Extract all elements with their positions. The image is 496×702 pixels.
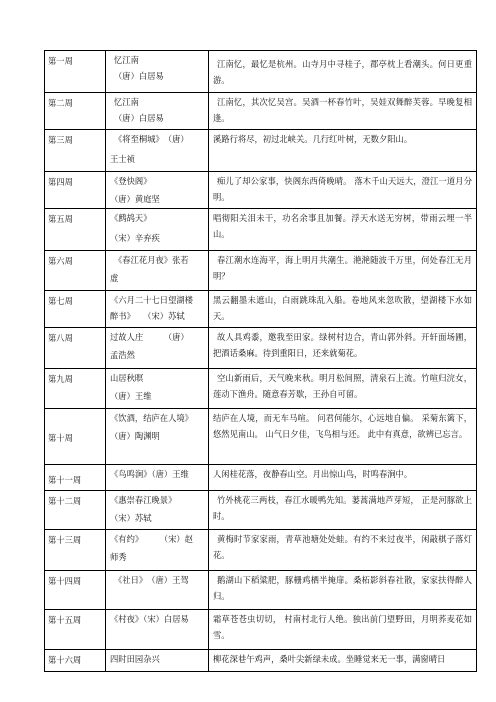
table-row <box>45 93 477 130</box>
poem-text: 溪路行将尽，初过北峡关。几行红叶树，无数夕阳山。 <box>213 134 413 144</box>
poem-text: 黄梅时节家家雨，青草池塘处处蛙。有约不来过夜半，闲敲棋子落灯花。 <box>213 534 472 560</box>
table-row <box>45 328 477 369</box>
poem-title: 《将至桐城》 （唐） <box>114 134 189 144</box>
poem-author: 师秀 <box>110 552 127 562</box>
week-cell: 第八周 <box>45 328 106 369</box>
week-cell: 第七周 <box>45 291 106 328</box>
poem-author: 孟浩然 <box>110 350 135 360</box>
poem-text: 江南忆，最忆是杭州。山寺月中寻桂子，郡亭枕上看潮头。何日更重游。 <box>213 59 472 85</box>
poem-text-cell <box>209 251 477 291</box>
poem-title: 《登快阁》 <box>110 176 152 186</box>
poem-title-cell <box>106 369 209 409</box>
poem-author: 虚 <box>110 273 119 283</box>
poem-title-cell <box>106 209 209 251</box>
poem-author: （唐）陶渊明 <box>110 431 160 441</box>
poem-text-cell <box>209 291 477 328</box>
table-row <box>45 172 477 209</box>
table-row <box>45 650 477 672</box>
poem-text-cell <box>209 650 477 672</box>
poem-title: 山居秋暝 <box>110 373 144 383</box>
poem-title-cell <box>106 328 209 369</box>
poem-title-cell <box>106 172 209 209</box>
poem-text: 鹅湖山下稻粱肥，豚栅鸡栖半掩扉。桑柘影斜春社散，家家扶得醉人归。 <box>213 575 472 601</box>
poem-text: 竹外桃花三两枝，春江水暖鸭先知。蒌蒿满地芦芽短， 正是河豚欲上时。 <box>213 495 472 521</box>
poem-text-cell <box>209 51 477 93</box>
poem-text-cell <box>209 610 477 650</box>
table-row <box>45 571 477 610</box>
poem-text: 痴儿了却公家事，快阁东西倚晚晴。 落木千山天远大，澄江一道月分明。 <box>213 176 472 202</box>
poem-text-cell <box>209 209 477 251</box>
poem-author: 醉书》 （宋）苏轼 <box>110 311 185 321</box>
week-cell: 第十二周 <box>45 491 106 530</box>
poem-schedule-table <box>44 50 477 672</box>
poem-text-cell <box>209 130 477 172</box>
poem-title: 《惠崇春江晚景》 <box>110 495 177 505</box>
table-row <box>45 409 477 465</box>
week-cell: 第一周 <box>45 51 106 93</box>
poem-text-cell <box>209 328 477 369</box>
week-cell: 第十周 <box>45 409 106 465</box>
poem-text: 江南忆，其次忆吴宫。吴酒一杯春竹叶，吴娃双舞醉芙蓉。早晚复相逢。 <box>213 97 472 123</box>
poem-title-cell <box>106 409 209 465</box>
poem-title-cell <box>106 465 209 491</box>
week-cell: 第三周 <box>45 130 106 172</box>
poem-text-cell <box>209 491 477 530</box>
table-row <box>45 51 477 93</box>
poem-text-cell <box>209 93 477 130</box>
poem-title: 《六月二十七日望湖楼 <box>110 295 193 305</box>
poem-text: 黑云翻墨未遮山，白雨跳珠乱入船。卷地风来忽吹散，望湖楼下水如天。 <box>213 295 472 321</box>
poem-text-cell <box>209 172 477 209</box>
table-row <box>45 130 477 172</box>
poem-title: 《春江花月夜》张若 <box>114 255 189 265</box>
table-row <box>45 291 477 328</box>
week-cell: 第十四周 <box>45 571 106 610</box>
poem-author: 王士祯 <box>110 154 135 164</box>
poem-author: （宋）苏轼 <box>110 513 152 523</box>
poem-text-cell <box>209 530 477 571</box>
poem-text: 故人具鸡黍，邀我至田家。绿树村边合，青山郭外斜。开轩面场圃，把酒话桑麻。待到重阳日，还来就菊花。 <box>213 332 472 358</box>
poem-author: （唐）白居易 <box>114 71 164 81</box>
poem-title-cell <box>106 571 209 610</box>
poem-title: 四时田园杂兴 <box>110 654 160 664</box>
poem-text-cell <box>209 465 477 491</box>
poem-title-cell <box>106 610 209 650</box>
poem-title-cell <box>106 650 209 672</box>
poem-title-cell <box>106 530 209 571</box>
week-cell: 第十三周 <box>45 530 106 571</box>
poem-title: 《鸟鸣涧》（唐）王维 <box>110 469 189 479</box>
poem-author: （宋）辛弃疾 <box>110 233 160 243</box>
poem-title-cell <box>106 130 209 172</box>
poem-title: 《鹧鸪天》 <box>110 213 152 223</box>
poem-author: （唐）黄庭坚 <box>110 194 160 204</box>
poem-text: 唱彻阳关泪未干，功名余事且加餐。浮天水送无穷树，带雨云埋一半山。 <box>213 213 472 239</box>
poem-title-cell <box>106 251 209 291</box>
table-row <box>45 251 477 291</box>
week-cell: 第十一周 <box>45 465 106 491</box>
poem-title-cell <box>106 291 209 328</box>
poem-title: 过故人庄 （唐） <box>110 332 189 342</box>
table-row <box>45 491 477 530</box>
week-cell: 第九周 <box>45 369 106 409</box>
poem-author: （唐）王维 <box>110 391 152 401</box>
poem-text-cell <box>209 571 477 610</box>
table-row <box>45 530 477 571</box>
week-cell: 第四周 <box>45 172 106 209</box>
poem-text: 柳花深巷午鸡声，桑叶尖新绿未成。坐睡觉来无一事，满窗晴日 <box>213 654 446 664</box>
week-cell: 第十六周 <box>45 650 106 672</box>
poem-text: 人闲桂花落，夜静春山空。月出惊山鸟，时鸣春涧中。 <box>213 469 413 479</box>
poem-text: 空山新雨后，天气晚来秋。明月松间照，清泉石上流。竹喧归浣女，莲动下渔舟。随意春芳歇，王孙自可留。 <box>213 373 472 399</box>
week-cell: 第五周 <box>45 209 106 251</box>
table-row <box>45 369 477 409</box>
poem-title: 《村夜》（宋）白居易 <box>110 614 189 624</box>
poem-title-cell <box>106 93 209 130</box>
poem-title: 《饮酒，结庐在人境》 <box>110 413 193 423</box>
table-row <box>45 209 477 251</box>
poem-title: 《社日》 （唐）王驾 <box>114 575 189 585</box>
poem-text: 春江潮水连海平，海上明月共潮生。滟滟随波千万里，何处春江无月明？ <box>213 255 472 281</box>
poem-title-cell <box>106 491 209 530</box>
poem-title: 忆江南 <box>114 97 139 107</box>
poem-title: 《有约》 （宋）赵 <box>110 534 193 544</box>
week-cell: 第十五周 <box>45 610 106 650</box>
table-row <box>45 610 477 650</box>
poem-text-cell <box>209 369 477 409</box>
poem-title: 忆江南 <box>114 55 139 65</box>
week-cell: 第二周 <box>45 93 106 130</box>
poem-text: 霜草苍苍虫切切， 村南村北行人绝。独出前门望野田，月明荞麦花如雪。 <box>213 614 472 640</box>
poem-title-cell <box>106 51 209 93</box>
poem-text: 结庐在人境，而无车马喧。 问君何能尔，心远地自偏。 采菊东篱下，悠然见南山。 山气日夕佳，飞鸟相与还。 此中有真意，欲辨已忘言。 <box>213 413 472 439</box>
week-cell: 第六周 <box>45 251 106 291</box>
poem-text-cell <box>209 409 477 465</box>
table-row <box>45 465 477 491</box>
poem-author: （唐）白居易 <box>114 113 164 123</box>
